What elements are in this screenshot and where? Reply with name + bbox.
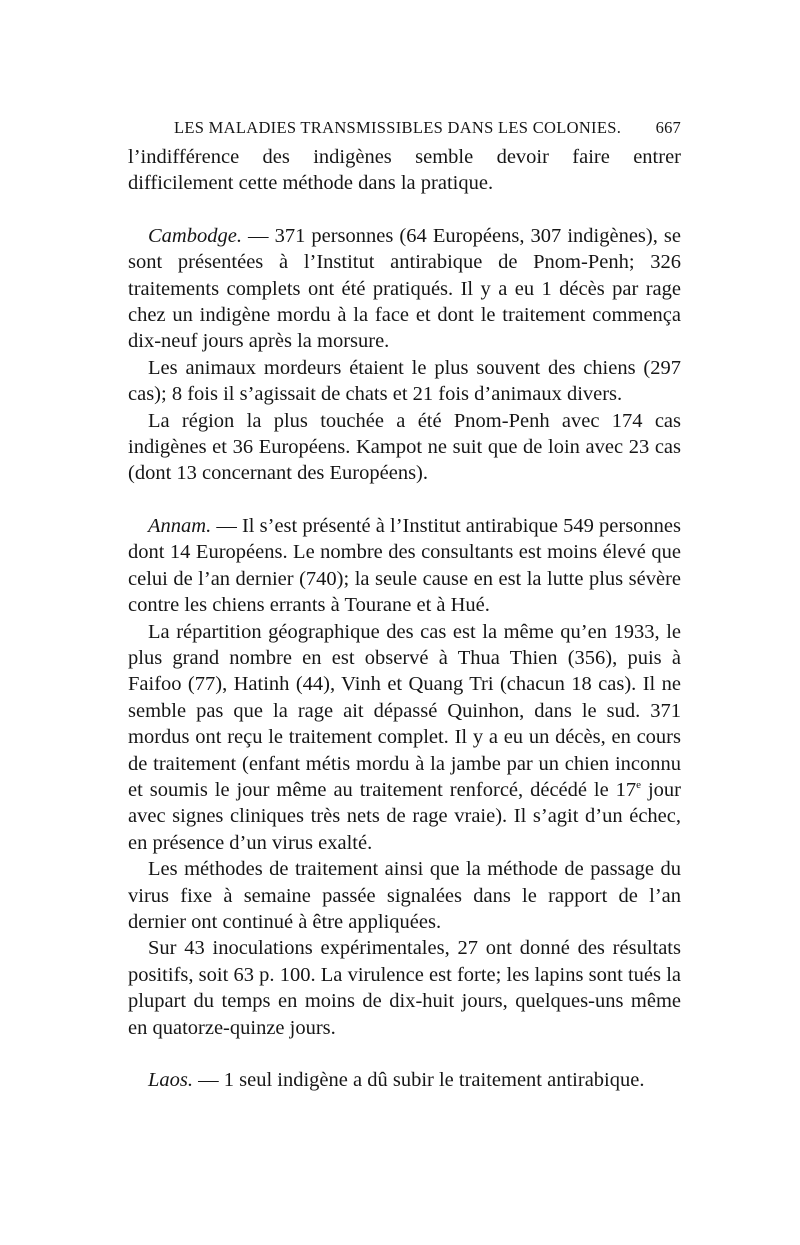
section-cambodge <box>128 223 681 487</box>
cambodge-paragraph-3: La région la plus touchée a été Pnom-Penh avec 174 cas indigènes et 36 Européens. Kampot ne suit que de loin avec 23 cas (dont 13 concernant des Européens). <box>128 409 681 485</box>
section-heading-annam: Annam. <box>148 514 212 537</box>
cambodge-paragraph-2: Les animaux mordeurs étaient le plus souvent des chiens (297 cas); 8 fois il s’agissait de chats et 21 fois d’animaux divers. <box>128 356 681 406</box>
page-number: 667 <box>655 118 681 137</box>
book-page <box>128 118 681 1093</box>
annam-paragraph-2-text-b: jour avec signes cliniques très nets de rage vraie). Il s’agit d’un échec, en présence d’un virus exalté. <box>128 778 681 854</box>
annam-paragraph-4: Sur 43 inoculations expérimentales, 27 ont donné des résultats positifs, soit 63 p. 100. La virulence est forte; les lapins sont tués la plupart du temps en moins de dix-huit jours, quelques-uns même en quatorze-quinze jours. <box>128 937 681 1039</box>
intro-paragraph: l’indifférence des indigènes semble devoir faire entrer difficilement cette méthode dans la pratique. <box>128 146 681 195</box>
section-heading-cambodge: Cambodge. <box>148 224 242 247</box>
annam-paragraph-1-text: — Il s’est présenté à l’Institut antirabique 549 personnes dont 14 Européens. Le nombre des consultants est moins élevé que celui de l’an dernier (740); la seule cause en est la lutte plus sévère contre les chiens errants à Tourane et à Hué. <box>128 514 681 617</box>
section-annam <box>128 513 681 1041</box>
annam-paragraph-2-text-a: La répartition géographique des cas est la même qu’en 1933, le plus grand nombre en est observé à Thua Thien (356), puis à Faifoo (77), Hatinh (44), Vinh et Quang Tri (chacun 18 cas). Il ne semble pas que la rage ait dépassé Quinhon, dans le sud. 371 mordus ont reçu le traitement complet. Il y a eu un décès, en cours de traitement (enfant métis mordu à la jambe par un chien inconnu et soumis le jour même au traitement renforcé, décédé le 17 <box>128 620 681 801</box>
cambodge-paragraph-1 <box>128 223 681 355</box>
laos-paragraph-text: — 1 seul indigène a dû subir le traitement antirabique. <box>193 1069 645 1091</box>
annam-paragraph-3: Les méthodes de traitement ainsi que la méthode de passage du virus fixe à semaine passée signalées dans le rapport de l’an dernier ont continué à être appliquées. <box>128 858 681 933</box>
laos-paragraph <box>128 1067 681 1093</box>
annam-paragraph-1 <box>128 513 681 619</box>
running-title: LES MALADIES TRANSMISSIBLES DANS LES COLONIES. <box>174 118 622 137</box>
ordinal-superscript: e <box>636 779 642 792</box>
section-laos <box>128 1067 681 1093</box>
section-heading-laos: Laos. <box>148 1069 194 1091</box>
annam-paragraph-2 <box>128 619 681 857</box>
running-header <box>174 118 681 144</box>
cambodge-paragraph-1-text: — 371 personnes (64 Européens, 307 indigènes), se sont présentées à l’Institut antirabique de Pnom-Penh; 326 traitements complets ont été pratiqués. Il y a eu 1 décès par rage chez un indigène mordu à la face et dont le traitement commença dix-neuf jours après la morsure. <box>128 224 681 353</box>
